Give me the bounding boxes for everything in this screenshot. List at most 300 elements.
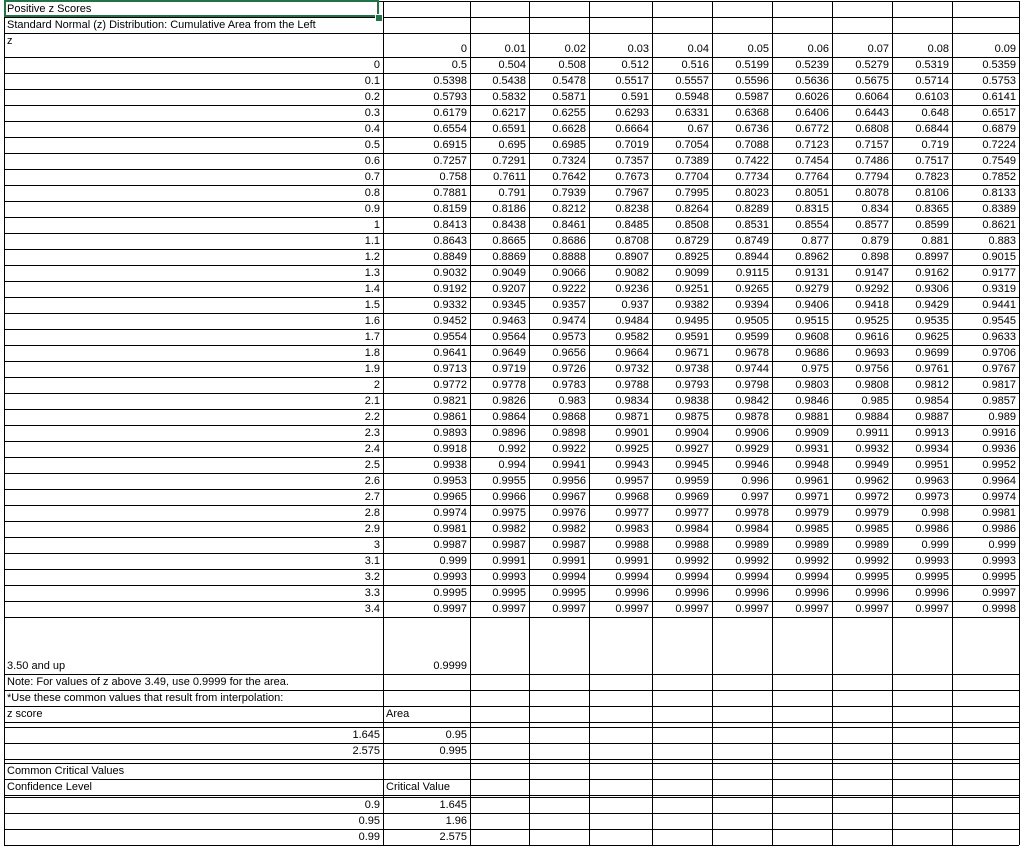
- area-cell[interactable]: 0.7019: [615, 139, 649, 151]
- area-cell[interactable]: 0.9995: [982, 571, 1016, 583]
- area-cell[interactable]: 0.9099: [675, 267, 709, 279]
- area-cell[interactable]: 0.7486: [855, 155, 889, 167]
- area-cell[interactable]: 0.7123: [795, 139, 829, 151]
- area-cell[interactable]: 0.9896: [492, 427, 526, 439]
- up-value-cell[interactable]: 0.9999: [433, 660, 467, 672]
- cv-value-cell[interactable]: 2.575: [439, 831, 467, 843]
- z-value-cell[interactable]: 0: [373, 59, 380, 71]
- area-cell[interactable]: 0.9985: [855, 523, 889, 535]
- area-cell[interactable]: 0.9906: [735, 427, 769, 439]
- area-cell[interactable]: 0.9875: [675, 411, 709, 423]
- area-cell[interactable]: 0.7291: [492, 155, 526, 167]
- area-cell[interactable]: 0.994: [498, 459, 526, 471]
- area-cell[interactable]: 0.8438: [492, 219, 526, 231]
- area-cell[interactable]: 0.9993: [433, 571, 467, 583]
- area-cell[interactable]: 0.5793: [433, 91, 467, 103]
- z-value-cell[interactable]: 1.7: [364, 331, 380, 343]
- area-cell[interactable]: 0.9987: [433, 539, 467, 551]
- column-header-cell[interactable]: 0.08: [927, 43, 949, 55]
- area-cell[interactable]: 0.9032: [433, 267, 467, 279]
- area-cell[interactable]: 0.5398: [433, 75, 467, 87]
- area-cell[interactable]: 0.9834: [615, 395, 649, 407]
- cv-header-cell[interactable]: Critical Value: [386, 781, 450, 793]
- area-cell[interactable]: 0.9719: [492, 363, 526, 375]
- area-cell[interactable]: 0.6064: [855, 91, 889, 103]
- area-cell[interactable]: 0.9927: [675, 443, 709, 455]
- conf-header-cell[interactable]: Confidence Level: [7, 781, 93, 793]
- area-cell[interactable]: 0.5438: [492, 75, 526, 87]
- area-cell[interactable]: 0.9969: [675, 491, 709, 503]
- area-cell[interactable]: 0.9974: [433, 507, 467, 519]
- area-cell[interactable]: 0.9484: [615, 315, 649, 327]
- area-cell[interactable]: 0.8106: [915, 187, 949, 199]
- area-cell[interactable]: 0.6554: [433, 123, 467, 135]
- area-cell[interactable]: 0.9656: [552, 347, 586, 359]
- area-cell[interactable]: 0.9913: [915, 427, 949, 439]
- area-cell[interactable]: 0.8925: [675, 251, 709, 263]
- interp-area-cell[interactable]: 0.995: [439, 745, 467, 757]
- area-cell[interactable]: 0.8944: [735, 251, 769, 263]
- area-cell[interactable]: 0.516: [681, 59, 709, 71]
- area-cell[interactable]: 0.9975: [492, 507, 526, 519]
- z-value-cell[interactable]: 2.4: [364, 443, 380, 455]
- area-cell[interactable]: 0.9878: [735, 411, 769, 423]
- area-cell[interactable]: 0.9726: [552, 363, 586, 375]
- area-cell[interactable]: 0.8888: [552, 251, 586, 263]
- area-cell[interactable]: 0.9976: [552, 507, 586, 519]
- area-cell[interactable]: 0.9554: [433, 331, 467, 343]
- area-cell[interactable]: 0.9525: [855, 315, 889, 327]
- area-cell[interactable]: 0.9236: [615, 283, 649, 295]
- area-cell[interactable]: 0.9251: [675, 283, 709, 295]
- area-cell[interactable]: 0.9505: [735, 315, 769, 327]
- sheet-subtitle-cell[interactable]: Standard Normal (z) Distribution: Cumulative Area from the Left: [7, 19, 316, 31]
- z-value-cell[interactable]: 1.6: [364, 315, 380, 327]
- area-cell[interactable]: 0.898: [861, 251, 889, 263]
- area-cell[interactable]: 0.5199: [735, 59, 769, 71]
- area-cell[interactable]: 0.9817: [982, 379, 1016, 391]
- area-cell[interactable]: 0.9979: [855, 507, 889, 519]
- area-cell[interactable]: 0.9929: [735, 443, 769, 455]
- area-cell[interactable]: 0.9671: [675, 347, 709, 359]
- area-cell[interactable]: 0.9649: [492, 347, 526, 359]
- area-cell[interactable]: 0.7422: [735, 155, 769, 167]
- area-cell[interactable]: 0.9788: [615, 379, 649, 391]
- area-cell[interactable]: 0.9192: [433, 283, 467, 295]
- area-cell[interactable]: 0.7224: [982, 139, 1016, 151]
- column-header-cell[interactable]: 0.04: [687, 43, 709, 55]
- area-cell[interactable]: 0.9987: [552, 539, 586, 551]
- area-cell[interactable]: 0.8907: [615, 251, 649, 263]
- area-cell[interactable]: 0.8365: [915, 203, 949, 215]
- z-value-cell[interactable]: 3.3: [364, 587, 380, 599]
- area-cell[interactable]: 0.648: [921, 107, 949, 119]
- area-cell[interactable]: 0.9956: [552, 475, 586, 487]
- area-cell[interactable]: 0.5478: [552, 75, 586, 87]
- area-cell[interactable]: 0.8023: [735, 187, 769, 199]
- area-cell[interactable]: 0.9265: [735, 283, 769, 295]
- area-cell[interactable]: 0.9988: [615, 539, 649, 551]
- area-cell[interactable]: 0.8133: [982, 187, 1016, 199]
- area-cell[interactable]: 0.9996: [615, 587, 649, 599]
- area-cell[interactable]: 0.9591: [675, 331, 709, 343]
- area-cell[interactable]: 0.9147: [855, 267, 889, 279]
- area-cell[interactable]: 0.9997: [735, 603, 769, 615]
- area-cell[interactable]: 0.6217: [492, 107, 526, 119]
- area-cell[interactable]: 0.5987: [735, 91, 769, 103]
- area-cell[interactable]: 0.989: [988, 411, 1016, 423]
- area-cell[interactable]: 0.9846: [795, 395, 829, 407]
- area-cell[interactable]: 0.7517: [915, 155, 949, 167]
- area-cell[interactable]: 0.9996: [795, 587, 829, 599]
- area-cell[interactable]: 0.9871: [615, 411, 649, 423]
- area-cell[interactable]: 0.9783: [552, 379, 586, 391]
- area-cell[interactable]: 0.881: [921, 235, 949, 247]
- area-cell[interactable]: 0.9901: [615, 427, 649, 439]
- area-cell[interactable]: 0.999: [988, 539, 1016, 551]
- area-cell[interactable]: 0.8665: [492, 235, 526, 247]
- area-cell[interactable]: 0.9996: [735, 587, 769, 599]
- area-cell[interactable]: 0.9861: [433, 411, 467, 423]
- area-cell[interactable]: 0.9994: [615, 571, 649, 583]
- area-cell[interactable]: 0.9977: [675, 507, 709, 519]
- area-cell[interactable]: 0.8962: [795, 251, 829, 263]
- cv-value-cell[interactable]: 1.645: [439, 799, 467, 811]
- area-cell[interactable]: 0.9997: [982, 587, 1016, 599]
- area-cell[interactable]: 0.5753: [982, 75, 1016, 87]
- cv-level-cell[interactable]: 0.9: [364, 799, 380, 811]
- area-cell[interactable]: 0.8461: [552, 219, 586, 231]
- area-cell[interactable]: 0.998: [921, 507, 949, 519]
- area-cell[interactable]: 0.9798: [735, 379, 769, 391]
- area-cell[interactable]: 0.9049: [492, 267, 526, 279]
- area-cell[interactable]: 0.9995: [855, 571, 889, 583]
- area-cell[interactable]: 0.9986: [915, 523, 949, 535]
- area-cell[interactable]: 0.9963: [915, 475, 949, 487]
- sheet-title-cell[interactable]: Positive z Scores: [7, 3, 92, 15]
- area-cell[interactable]: 0.8051: [795, 187, 829, 199]
- area-cell[interactable]: 0.9931: [795, 443, 829, 455]
- area-cell[interactable]: 0.8531: [735, 219, 769, 231]
- area-cell[interactable]: 0.6026: [795, 91, 829, 103]
- area-cell[interactable]: 0.7852: [982, 171, 1016, 183]
- area-cell[interactable]: 0.9664: [615, 347, 649, 359]
- area-cell[interactable]: 0.5557: [675, 75, 709, 87]
- area-cell[interactable]: 0.9993: [915, 555, 949, 567]
- ccv-title-cell[interactable]: Common Critical Values: [7, 765, 125, 777]
- area-cell[interactable]: 0.9767: [982, 363, 1016, 375]
- note-cell[interactable]: Note: For values of z above 3.49, use 0.9999 for the area.: [7, 676, 289, 688]
- area-cell[interactable]: 0.9995: [433, 587, 467, 599]
- area-cell[interactable]: 0.9761: [915, 363, 949, 375]
- area-cell[interactable]: 0.9968: [615, 491, 649, 503]
- area-cell[interactable]: 0.9582: [615, 331, 649, 343]
- area-cell[interactable]: 0.6915: [433, 139, 467, 151]
- area-cell[interactable]: 0.997: [741, 491, 769, 503]
- area-cell[interactable]: 0.9966: [492, 491, 526, 503]
- area-cell[interactable]: 0.983: [558, 395, 586, 407]
- area-cell[interactable]: 0.8212: [552, 203, 586, 215]
- area-cell[interactable]: 0.9925: [615, 443, 649, 455]
- area-cell[interactable]: 0.9959: [675, 475, 709, 487]
- area-cell[interactable]: 0.7357: [615, 155, 649, 167]
- area-cell[interactable]: 0.9803: [795, 379, 829, 391]
- area-header-cell[interactable]: Area: [386, 708, 410, 720]
- area-cell[interactable]: 0.9997: [433, 603, 467, 615]
- z-value-cell[interactable]: 0.1: [364, 75, 380, 87]
- area-cell[interactable]: 0.9868: [552, 411, 586, 423]
- area-cell[interactable]: 0.9429: [915, 299, 949, 311]
- area-cell[interactable]: 0.9082: [615, 267, 649, 279]
- area-cell[interactable]: 0.9641: [433, 347, 467, 359]
- area-cell[interactable]: 0.9838: [675, 395, 709, 407]
- z-value-cell[interactable]: 2.2: [364, 411, 380, 423]
- area-cell[interactable]: 0.5596: [735, 75, 769, 87]
- area-cell[interactable]: 0.9633: [982, 331, 1016, 343]
- area-cell[interactable]: 0.9916: [982, 427, 1016, 439]
- area-cell[interactable]: 0.9756: [855, 363, 889, 375]
- area-cell[interactable]: 0.7764: [795, 171, 829, 183]
- column-header-cell[interactable]: 0.09: [994, 43, 1016, 55]
- column-header-cell[interactable]: 0: [460, 43, 467, 55]
- area-cell[interactable]: 0.9793: [675, 379, 709, 391]
- z-value-cell[interactable]: 3.4: [364, 603, 380, 615]
- area-cell[interactable]: 0.7642: [552, 171, 586, 183]
- z-value-cell[interactable]: 2.1: [364, 395, 380, 407]
- area-cell[interactable]: 0.504: [498, 59, 526, 71]
- area-cell[interactable]: 0.9993: [492, 571, 526, 583]
- z-value-cell[interactable]: 0.8: [364, 187, 380, 199]
- area-cell[interactable]: 0.9162: [915, 267, 949, 279]
- area-cell[interactable]: 0.9015: [982, 251, 1016, 263]
- area-cell[interactable]: 0.9686: [795, 347, 829, 359]
- area-cell[interactable]: 0.5948: [675, 91, 709, 103]
- area-cell[interactable]: 0.9952: [982, 459, 1016, 471]
- area-cell[interactable]: 0.8389: [982, 203, 1016, 215]
- area-cell[interactable]: 0.883: [988, 235, 1016, 247]
- area-cell[interactable]: 0.7967: [615, 187, 649, 199]
- area-cell[interactable]: 0.9904: [675, 427, 709, 439]
- area-cell[interactable]: 0.9995: [492, 587, 526, 599]
- area-cell[interactable]: 0.7157: [855, 139, 889, 151]
- area-cell[interactable]: 0.8849: [433, 251, 467, 263]
- area-cell[interactable]: 0.9778: [492, 379, 526, 391]
- area-cell[interactable]: 0.996: [741, 475, 769, 487]
- column-header-cell[interactable]: 0.07: [867, 43, 889, 55]
- area-cell[interactable]: 0.9515: [795, 315, 829, 327]
- area-cell[interactable]: 0.6736: [735, 123, 769, 135]
- area-cell[interactable]: 0.5: [451, 59, 467, 71]
- fill-handle[interactable]: [375, 14, 383, 22]
- area-cell[interactable]: 0.5636: [795, 75, 829, 87]
- area-cell[interactable]: 0.719: [921, 139, 949, 151]
- column-header-cell[interactable]: 0.01: [504, 43, 526, 55]
- z-value-cell[interactable]: 2.3: [364, 427, 380, 439]
- interp-z-cell[interactable]: 2.575: [352, 745, 380, 757]
- area-cell[interactable]: 0.9911: [856, 427, 889, 439]
- area-cell[interactable]: 0.7995: [675, 187, 709, 199]
- z-value-cell[interactable]: 1.9: [364, 363, 380, 375]
- area-cell[interactable]: 0.9961: [795, 475, 829, 487]
- area-cell[interactable]: 0.9772: [433, 379, 467, 391]
- area-cell[interactable]: 0.9988: [675, 539, 709, 551]
- z-value-cell[interactable]: 0.2: [364, 91, 380, 103]
- area-cell[interactable]: 0.9713: [433, 363, 467, 375]
- area-cell[interactable]: 0.9946: [735, 459, 769, 471]
- area-cell[interactable]: 0.9564: [492, 331, 526, 343]
- area-cell[interactable]: 0.9992: [675, 555, 709, 567]
- area-cell[interactable]: 0.9812: [915, 379, 949, 391]
- area-cell[interactable]: 0.9983: [615, 523, 649, 535]
- z-value-cell[interactable]: 0.9: [364, 203, 380, 215]
- area-cell[interactable]: 0.6664: [615, 123, 649, 135]
- area-cell[interactable]: 0.9997: [492, 603, 526, 615]
- area-cell[interactable]: 0.695: [498, 139, 526, 151]
- area-cell[interactable]: 0.8749: [735, 235, 769, 247]
- area-cell[interactable]: 0.7389: [675, 155, 709, 167]
- z-value-cell[interactable]: 1.1: [364, 235, 380, 247]
- area-cell[interactable]: 0.9131: [795, 267, 829, 279]
- area-cell[interactable]: 0.6255: [552, 107, 586, 119]
- area-cell[interactable]: 0.9997: [552, 603, 586, 615]
- area-cell[interactable]: 0.8508: [675, 219, 709, 231]
- area-cell[interactable]: 0.6628: [552, 123, 586, 135]
- z-value-cell[interactable]: 0.3: [364, 107, 380, 119]
- area-cell[interactable]: 0.9177: [982, 267, 1016, 279]
- area-cell[interactable]: 0.6103: [915, 91, 949, 103]
- area-cell[interactable]: 0.9842: [735, 395, 769, 407]
- z-value-cell[interactable]: 1.8: [364, 347, 380, 359]
- area-cell[interactable]: 0.8599: [915, 219, 949, 231]
- area-cell[interactable]: 0.67: [687, 123, 709, 135]
- area-cell[interactable]: 0.9972: [855, 491, 889, 503]
- area-cell[interactable]: 0.9207: [492, 283, 526, 295]
- area-cell[interactable]: 0.5279: [855, 59, 889, 71]
- z-value-cell[interactable]: 2.6: [364, 475, 380, 487]
- area-cell[interactable]: 0.8643: [433, 235, 467, 247]
- area-cell[interactable]: 0.9978: [735, 507, 769, 519]
- area-cell[interactable]: 0.992: [498, 443, 526, 455]
- cv-level-cell[interactable]: 0.95: [358, 815, 380, 827]
- area-cell[interactable]: 0.9996: [915, 587, 949, 599]
- area-cell[interactable]: 0.6368: [735, 107, 769, 119]
- area-cell[interactable]: 0.9955: [492, 475, 526, 487]
- area-cell[interactable]: 0.9992: [855, 555, 889, 567]
- area-cell[interactable]: 0.999: [439, 555, 467, 567]
- z-value-cell[interactable]: 1: [373, 219, 380, 231]
- area-cell[interactable]: 0.9881: [795, 411, 829, 423]
- area-cell[interactable]: 0.9994: [735, 571, 769, 583]
- area-cell[interactable]: 0.9441: [982, 299, 1016, 311]
- area-cell[interactable]: 0.7611: [493, 171, 526, 183]
- area-cell[interactable]: 0.9857: [982, 395, 1016, 407]
- area-cell[interactable]: 0.8289: [735, 203, 769, 215]
- area-cell[interactable]: 0.9997: [615, 603, 649, 615]
- z-value-cell[interactable]: 3.2: [364, 571, 380, 583]
- area-cell[interactable]: 0.9965: [433, 491, 467, 503]
- area-cell[interactable]: 0.877: [801, 235, 829, 247]
- area-cell[interactable]: 0.758: [439, 171, 467, 183]
- area-cell[interactable]: 0.9957: [615, 475, 649, 487]
- area-cell[interactable]: 0.9115: [736, 267, 769, 279]
- area-cell[interactable]: 0.7324: [552, 155, 586, 167]
- area-cell[interactable]: 0.9306: [915, 283, 949, 295]
- area-cell[interactable]: 0.6517: [982, 107, 1016, 119]
- area-cell[interactable]: 0.9545: [982, 315, 1016, 327]
- area-cell[interactable]: 0.9938: [433, 459, 467, 471]
- area-cell[interactable]: 0.5871: [552, 91, 586, 103]
- area-cell[interactable]: 0.8264: [675, 203, 709, 215]
- area-cell[interactable]: 0.9599: [735, 331, 769, 343]
- area-cell[interactable]: 0.9744: [735, 363, 769, 375]
- z-value-cell[interactable]: 2.8: [364, 507, 380, 519]
- area-cell[interactable]: 0.9808: [855, 379, 889, 391]
- area-cell[interactable]: 0.6293: [615, 107, 649, 119]
- area-cell[interactable]: 0.8413: [433, 219, 467, 231]
- interp-note-cell[interactable]: *Use these common values that result from interpolation:: [7, 692, 284, 704]
- area-cell[interactable]: 0.5239: [795, 59, 829, 71]
- area-cell[interactable]: 0.5319: [915, 59, 949, 71]
- area-cell[interactable]: 0.9996: [675, 587, 709, 599]
- area-cell[interactable]: 0.6443: [855, 107, 889, 119]
- area-cell[interactable]: 0.5832: [492, 91, 526, 103]
- area-cell[interactable]: 0.8997: [915, 251, 949, 263]
- area-cell[interactable]: 0.9918: [433, 443, 467, 455]
- area-cell[interactable]: 0.9994: [795, 571, 829, 583]
- area-cell[interactable]: 0.9997: [795, 603, 829, 615]
- z-value-cell[interactable]: 1.3: [364, 267, 380, 279]
- area-cell[interactable]: 0.9821: [433, 395, 467, 407]
- area-cell[interactable]: 0.9738: [675, 363, 709, 375]
- area-cell[interactable]: 0.508: [558, 59, 586, 71]
- area-cell[interactable]: 0.9981: [433, 523, 467, 535]
- area-cell[interactable]: 0.8186: [492, 203, 526, 215]
- area-cell[interactable]: 0.9973: [915, 491, 949, 503]
- area-cell[interactable]: 0.9934: [915, 443, 949, 455]
- area-cell[interactable]: 0.9971: [795, 491, 829, 503]
- area-cell[interactable]: 0.9418: [855, 299, 889, 311]
- area-cell[interactable]: 0.9706: [982, 347, 1016, 359]
- area-cell[interactable]: 0.9977: [615, 507, 649, 519]
- area-cell[interactable]: 0.8485: [615, 219, 649, 231]
- area-cell[interactable]: 0.6141: [982, 91, 1016, 103]
- area-cell[interactable]: 0.9982: [492, 523, 526, 535]
- area-cell[interactable]: 0.9953: [433, 475, 467, 487]
- area-cell[interactable]: 0.999: [921, 539, 949, 551]
- area-cell[interactable]: 0.9678: [735, 347, 769, 359]
- z-value-cell[interactable]: 1.4: [364, 283, 380, 295]
- area-cell[interactable]: 0.9932: [855, 443, 889, 455]
- area-cell[interactable]: 0.9974: [982, 491, 1016, 503]
- area-cell[interactable]: 0.7794: [855, 171, 889, 183]
- area-cell[interactable]: 0.9345: [492, 299, 526, 311]
- area-cell[interactable]: 0.9945: [675, 459, 709, 471]
- area-cell[interactable]: 0.9998: [982, 603, 1016, 615]
- area-cell[interactable]: 0.9699: [915, 347, 949, 359]
- area-cell[interactable]: 0.7088: [735, 139, 769, 151]
- interp-z-cell[interactable]: 1.645: [352, 729, 380, 741]
- area-cell[interactable]: 0.7673: [615, 171, 649, 183]
- area-cell[interactable]: 0.6808: [855, 123, 889, 135]
- area-cell[interactable]: 0.9997: [675, 603, 709, 615]
- area-cell[interactable]: 0.9495: [675, 315, 709, 327]
- z-value-cell[interactable]: 3.1: [364, 555, 380, 567]
- area-cell[interactable]: 0.8078: [855, 187, 889, 199]
- area-cell[interactable]: 0.7823: [915, 171, 949, 183]
- area-cell[interactable]: 0.791: [498, 187, 526, 199]
- area-cell[interactable]: 0.6406: [795, 107, 829, 119]
- area-cell[interactable]: 0.834: [861, 203, 889, 215]
